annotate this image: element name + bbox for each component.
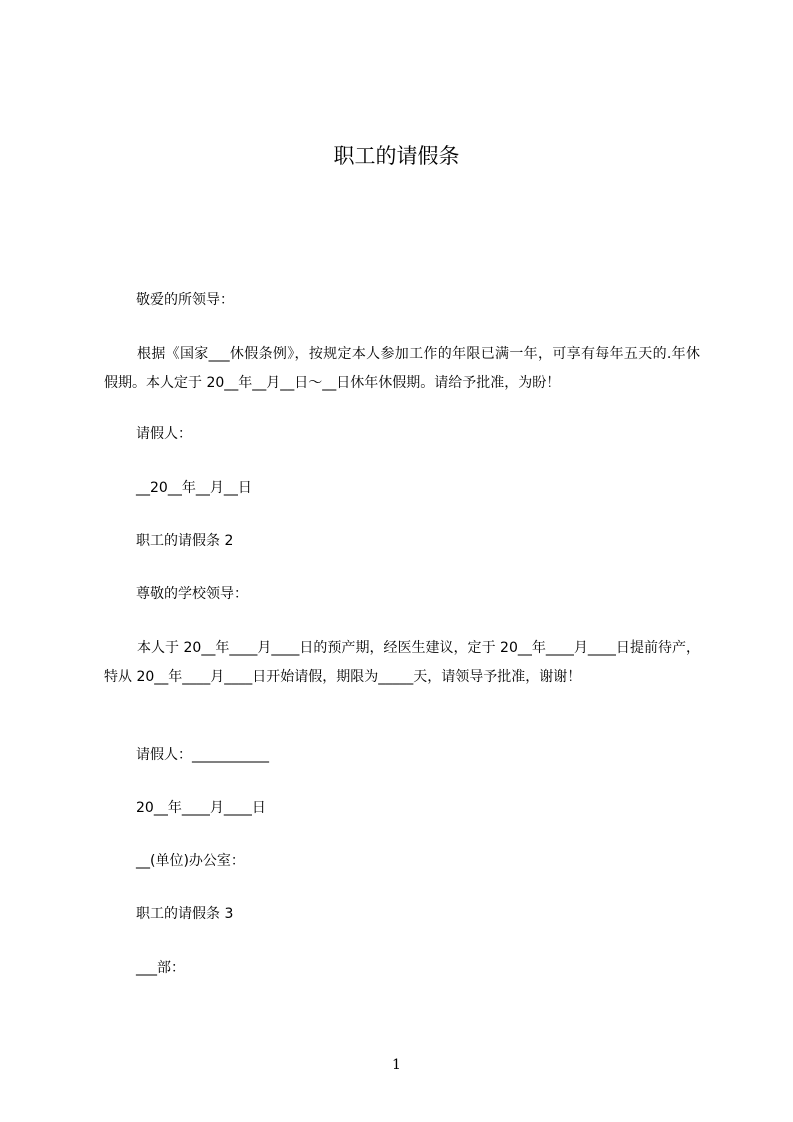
body-paragraph-1: 根据《国家___休假条例》，按规定本人参加工作的年限已满一年，可享有每年五天的.年休假期。本人定于 20__年__月__日～__日休年休假期。请给予批准，为盼！ xyxy=(104,346,700,391)
salutation-1: 敬爱的所领导： xyxy=(136,292,234,308)
page-number: 1 xyxy=(392,1057,401,1073)
department-line: ___部： xyxy=(136,960,185,976)
office-line: __(单位)办公室： xyxy=(136,853,245,869)
applicant-line-2: 请假人：___________ xyxy=(136,747,269,763)
section-heading-2: 职工的请假条 2 xyxy=(136,533,234,549)
date-line-1: __20__年__月__日 xyxy=(136,480,252,496)
date-line-2: 20__年____月____日 xyxy=(136,800,266,816)
body-paragraph-2: 本人于 20__年____月____日的预产期，经医生建议，定于 20__年____月____日提前待产，特从 20__年____月____日开始请假，期限为_____天，请领导予批准，谢谢！ xyxy=(104,640,700,685)
applicant-line-1: 请假人： xyxy=(136,426,192,442)
section-heading-3: 职工的请假条 3 xyxy=(136,906,234,922)
salutation-2: 尊敬的学校领导： xyxy=(136,586,248,602)
document-title: 职工的请假条 xyxy=(333,144,460,168)
